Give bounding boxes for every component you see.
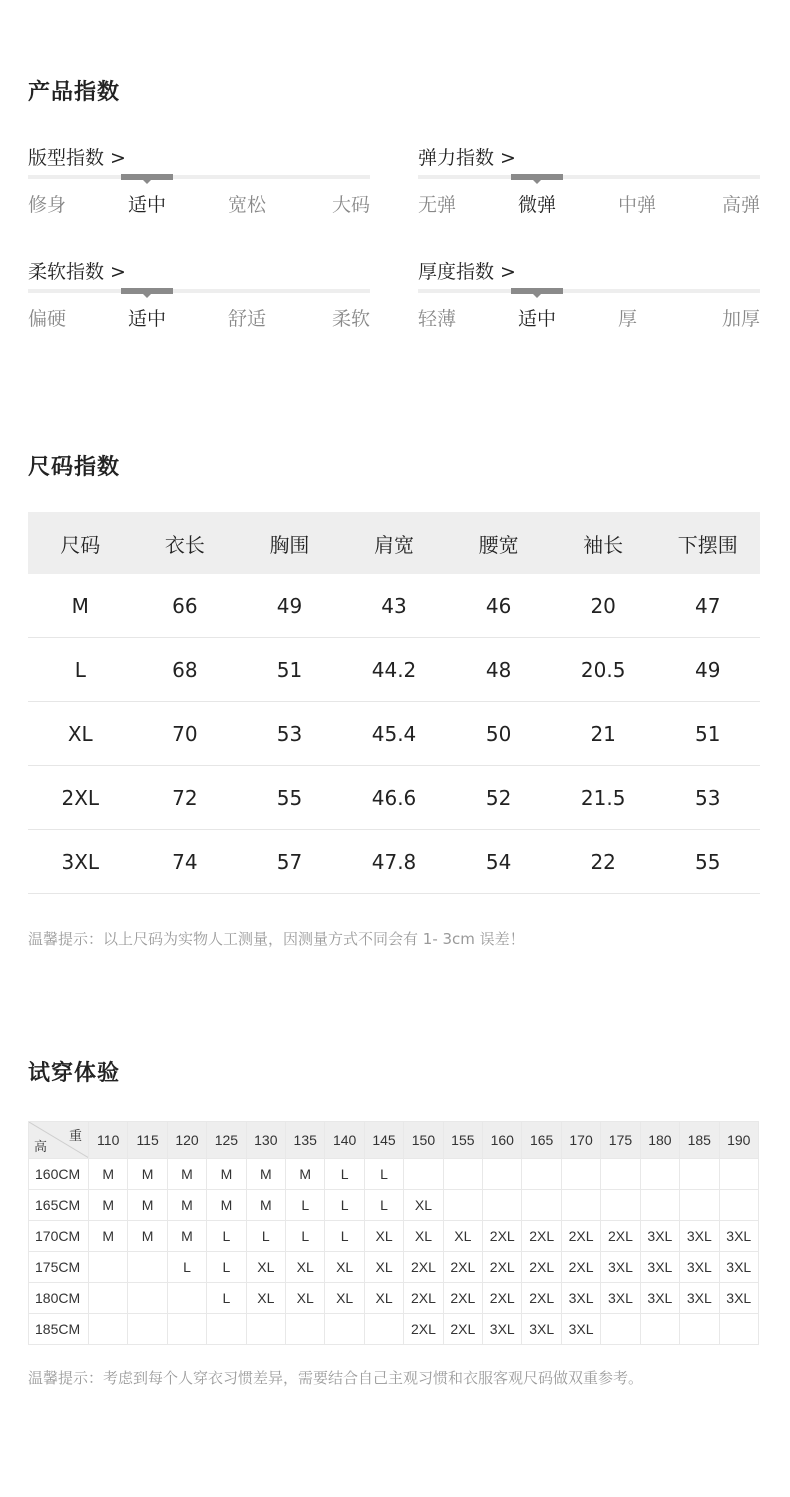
index-option-label: 中弹 xyxy=(618,194,657,216)
size-recommendation-cell: 2XL xyxy=(522,1252,561,1283)
size-recommendation-cell: M xyxy=(128,1190,167,1221)
index-option-label: 适中 xyxy=(128,194,167,216)
weight-header-cell: 190 xyxy=(719,1122,759,1159)
size-recommendation-cell xyxy=(561,1159,600,1190)
index-option-label: 偏硬 xyxy=(28,308,67,330)
weight-header-cell: 155 xyxy=(443,1122,482,1159)
corner-weight-label: 重 xyxy=(68,1128,82,1143)
size-cell: 72 xyxy=(172,785,198,810)
size-cell: 53 xyxy=(276,721,303,746)
size-recommendation-cell xyxy=(483,1190,522,1221)
size-recommendation-cell: M xyxy=(128,1159,167,1190)
size-recommendation-cell xyxy=(483,1159,522,1190)
size-recommendation-cell xyxy=(443,1190,482,1221)
size-cell: 68 xyxy=(172,657,198,682)
index-marker xyxy=(121,174,173,180)
size-recommendation-cell: 2XL xyxy=(443,1283,482,1314)
size-recommendation-cell xyxy=(246,1314,285,1345)
size-recommendation-cell xyxy=(364,1314,403,1345)
size-recommendation-cell: 2XL xyxy=(601,1221,640,1252)
index-scale-title[interactable]: 版型指数 > xyxy=(28,147,126,169)
size-recommendation-cell: 2XL xyxy=(443,1314,482,1345)
size-recommendation-cell xyxy=(601,1190,640,1221)
size-recommendation-cell: M xyxy=(246,1190,285,1221)
table-row xyxy=(28,830,760,894)
table-row xyxy=(29,1314,759,1345)
size-recommendation-cell: XL xyxy=(364,1283,403,1314)
size-recommendation-cell: 3XL xyxy=(601,1252,640,1283)
size-recommendation-cell xyxy=(601,1159,640,1190)
size-recommendation-cell: 3XL xyxy=(561,1283,600,1314)
size-recommendation-cell: 3XL xyxy=(719,1252,759,1283)
size-recommendation-cell: XL xyxy=(404,1221,443,1252)
size-header-cell: 尺码 xyxy=(60,532,101,557)
table-row xyxy=(28,766,760,830)
index-scale xyxy=(28,260,370,330)
size-note: 温馨提示：以上尺码为实物人工测量，因测量方式不同会有 1- 3cm 误差！ xyxy=(28,930,525,948)
size-recommendation-cell xyxy=(286,1314,325,1345)
weight-header-cell: 110 xyxy=(89,1122,128,1159)
size-cell: 66 xyxy=(172,593,198,618)
index-scale xyxy=(28,146,370,216)
weight-header-cell: 135 xyxy=(286,1122,325,1159)
table-row xyxy=(29,1159,759,1190)
size-recommendation-cell: L xyxy=(207,1221,246,1252)
size-recommendation-cell xyxy=(128,1252,167,1283)
size-recommendation-cell: L xyxy=(246,1221,285,1252)
size-recommendation-cell: M xyxy=(167,1190,206,1221)
size-cell: 3XL xyxy=(61,849,100,874)
weight-header-cell: 130 xyxy=(246,1122,285,1159)
size-recommendation-cell xyxy=(89,1252,128,1283)
size-recommendation-cell xyxy=(522,1190,561,1221)
size-recommendation-cell: M xyxy=(89,1221,128,1252)
size-recommendation-cell: XL xyxy=(364,1221,403,1252)
weight-header-cell: 175 xyxy=(601,1122,640,1159)
size-recommendation-cell: 2XL xyxy=(561,1221,600,1252)
size-cell: 48 xyxy=(485,657,512,682)
size-cell: 21.5 xyxy=(580,785,626,810)
index-option-label: 微弹 xyxy=(518,194,557,216)
table-row xyxy=(28,574,760,638)
size-recommendation-cell: 2XL xyxy=(483,1252,522,1283)
height-label-cell: 185CM xyxy=(29,1314,89,1345)
size-recommendation-cell: 2XL xyxy=(561,1252,600,1283)
size-recommendation-cell: 3XL xyxy=(601,1283,640,1314)
size-cell: 46.6 xyxy=(371,785,417,810)
size-recommendation-cell: XL xyxy=(364,1252,403,1283)
size-table xyxy=(28,512,760,894)
size-table-header xyxy=(28,512,760,574)
size-index-title: 尺码指数 xyxy=(28,455,121,480)
size-recommendation-cell: 2XL xyxy=(522,1221,561,1252)
size-recommendation-cell xyxy=(719,1159,759,1190)
size-recommendation-cell: M xyxy=(207,1159,246,1190)
size-cell: XL xyxy=(67,721,93,746)
index-option-label: 大码 xyxy=(331,194,370,216)
size-recommendation-cell: XL xyxy=(246,1283,285,1314)
size-recommendation-cell xyxy=(207,1314,246,1345)
index-option-label: 宽松 xyxy=(228,194,267,216)
size-recommendation-cell: 2XL xyxy=(404,1252,443,1283)
size-recommendation-cell: 2XL xyxy=(483,1283,522,1314)
index-marker xyxy=(511,288,563,294)
size-cell: 55 xyxy=(276,785,303,810)
size-header-cell: 胸围 xyxy=(269,532,310,557)
size-cell: 20.5 xyxy=(580,657,626,682)
size-recommendation-cell: XL xyxy=(404,1190,443,1221)
index-option-label: 修身 xyxy=(28,194,67,216)
product-index-title: 产品指数 xyxy=(28,80,121,105)
size-recommendation-cell: XL xyxy=(443,1221,482,1252)
index-option-label: 舒适 xyxy=(228,308,267,330)
size-header-cell: 腰宽 xyxy=(478,532,519,557)
index-track xyxy=(418,289,760,293)
size-recommendation-cell: XL xyxy=(325,1283,364,1314)
index-option-label: 厚 xyxy=(618,308,638,330)
weight-header-cell: 115 xyxy=(128,1122,167,1159)
index-option-label: 高弹 xyxy=(721,194,760,216)
index-marker xyxy=(121,288,173,294)
size-recommendation-cell: 3XL xyxy=(561,1314,600,1345)
size-recommendation-cell xyxy=(640,1159,679,1190)
weight-header-cell: 160 xyxy=(483,1122,522,1159)
size-cell: 20 xyxy=(590,593,616,618)
height-label-cell: 180CM xyxy=(29,1283,89,1314)
index-scale xyxy=(418,260,760,330)
size-recommendation-cell: L xyxy=(364,1159,403,1190)
index-option-label: 轻薄 xyxy=(418,308,457,330)
size-cell: 53 xyxy=(695,785,721,810)
table-row xyxy=(28,638,760,702)
size-cell: 74 xyxy=(172,849,198,874)
size-recommendation-cell xyxy=(404,1159,443,1190)
size-recommendation-cell: L xyxy=(286,1190,325,1221)
size-cell: 43 xyxy=(381,593,407,618)
index-option-label: 适中 xyxy=(518,308,557,330)
size-recommendation-cell: M xyxy=(167,1221,206,1252)
size-cell: 51 xyxy=(276,657,303,682)
index-track xyxy=(28,289,370,293)
size-cell: 45.4 xyxy=(371,721,417,746)
size-cell: 47 xyxy=(695,593,721,618)
size-recommendation-cell: M xyxy=(167,1159,206,1190)
size-cell: 2XL xyxy=(61,785,100,810)
size-recommendation-cell: 2XL xyxy=(522,1283,561,1314)
weight-header-cell: 170 xyxy=(561,1122,600,1159)
weight-header-cell: 165 xyxy=(522,1122,561,1159)
size-recommendation-cell: XL xyxy=(286,1252,325,1283)
size-recommendation-cell xyxy=(680,1190,719,1221)
size-recommendation-cell: M xyxy=(89,1190,128,1221)
index-track xyxy=(418,175,760,179)
size-recommendation-cell: 3XL xyxy=(522,1314,561,1345)
size-recommendation-cell: L xyxy=(364,1190,403,1221)
size-recommendation-cell: L xyxy=(325,1221,364,1252)
index-option-label: 加厚 xyxy=(721,308,760,330)
weight-header-cell: 180 xyxy=(640,1122,679,1159)
size-cell: 49 xyxy=(695,657,721,682)
index-scale-title[interactable]: 厚度指数 > xyxy=(418,261,516,283)
size-cell: 70 xyxy=(172,721,198,746)
size-recommendation-cell: 2XL xyxy=(483,1221,522,1252)
size-recommendation-cell xyxy=(601,1314,640,1345)
table-row xyxy=(29,1190,759,1221)
weight-header-cell: 145 xyxy=(364,1122,403,1159)
size-header-cell: 袖长 xyxy=(583,532,624,557)
try-on-note: 温馨提示：考虑到每个人穿衣习惯差异，需要结合自己主观习惯和衣服客观尺码做双重参考。 xyxy=(28,1369,644,1387)
height-label-cell: 160CM xyxy=(29,1159,89,1190)
size-recommendation-cell xyxy=(89,1283,128,1314)
size-recommendation-cell: L xyxy=(286,1221,325,1252)
size-recommendation-cell xyxy=(680,1159,719,1190)
size-recommendation-cell: XL xyxy=(246,1252,285,1283)
size-cell: 52 xyxy=(485,785,512,810)
height-label-cell: 175CM xyxy=(29,1252,89,1283)
size-recommendation-cell: L xyxy=(325,1190,364,1221)
size-recommendation-cell: XL xyxy=(325,1252,364,1283)
size-recommendation-cell: L xyxy=(207,1252,246,1283)
size-cell: 47.8 xyxy=(371,849,417,874)
size-recommendation-cell: 2XL xyxy=(443,1252,482,1283)
size-recommendation-cell: L xyxy=(207,1283,246,1314)
size-recommendation-cell: 3XL xyxy=(719,1221,759,1252)
size-recommendation-cell: M xyxy=(89,1159,128,1190)
size-cell: 55 xyxy=(695,849,721,874)
table-row xyxy=(29,1252,759,1283)
size-cell: M xyxy=(71,593,89,618)
size-recommendation-cell xyxy=(561,1190,600,1221)
size-cell: 49 xyxy=(276,593,303,618)
size-header-cell: 下摆围 xyxy=(677,532,738,557)
size-cell: 57 xyxy=(276,849,303,874)
try-on-corner-cell xyxy=(29,1122,89,1159)
size-recommendation-cell xyxy=(719,1190,759,1221)
size-cell: L xyxy=(74,657,86,682)
size-recommendation-cell xyxy=(325,1314,364,1345)
size-recommendation-cell: 2XL xyxy=(404,1314,443,1345)
size-recommendation-cell xyxy=(640,1190,679,1221)
try-on-table xyxy=(28,1121,759,1345)
size-recommendation-cell: 3XL xyxy=(640,1252,679,1283)
weight-header-cell: 140 xyxy=(325,1122,364,1159)
size-recommendation-cell: L xyxy=(325,1159,364,1190)
size-recommendation-cell: 3XL xyxy=(640,1221,679,1252)
size-recommendation-cell xyxy=(680,1314,719,1345)
corner-height-label: 高 xyxy=(34,1139,48,1154)
index-scale-title[interactable]: 柔软指数 > xyxy=(28,261,126,283)
size-recommendation-cell: XL xyxy=(286,1283,325,1314)
size-recommendation-cell: 3XL xyxy=(483,1314,522,1345)
size-recommendation-cell: M xyxy=(128,1221,167,1252)
size-recommendation-cell: L xyxy=(167,1252,206,1283)
size-recommendation-cell: 3XL xyxy=(680,1283,719,1314)
index-scale-title[interactable]: 弹力指数 > xyxy=(418,147,516,169)
size-recommendation-cell: 3XL xyxy=(680,1252,719,1283)
weight-header-cell: 150 xyxy=(404,1122,443,1159)
weight-header-cell: 125 xyxy=(207,1122,246,1159)
size-recommendation-cell xyxy=(167,1283,206,1314)
size-recommendation-cell xyxy=(719,1314,759,1345)
index-marker xyxy=(511,174,563,180)
size-cell: 22 xyxy=(590,849,616,874)
size-recommendation-cell: 3XL xyxy=(719,1283,759,1314)
size-header-cell: 衣长 xyxy=(164,532,205,557)
size-recommendation-cell: M xyxy=(246,1159,285,1190)
table-row xyxy=(28,702,760,766)
size-recommendation-cell xyxy=(522,1159,561,1190)
table-row xyxy=(29,1221,759,1252)
size-header-cell: 肩宽 xyxy=(374,532,415,557)
size-recommendation-cell: M xyxy=(207,1190,246,1221)
index-option-label: 适中 xyxy=(128,308,167,330)
weight-header-cell: 185 xyxy=(680,1122,719,1159)
height-label-cell: 165CM xyxy=(29,1190,89,1221)
size-recommendation-cell xyxy=(167,1314,206,1345)
table-row xyxy=(29,1283,759,1314)
size-cell: 54 xyxy=(485,849,512,874)
try-on-title: 试穿体验 xyxy=(28,1061,121,1086)
size-cell: 51 xyxy=(695,721,721,746)
size-recommendation-cell: 3XL xyxy=(640,1283,679,1314)
size-recommendation-cell: 3XL xyxy=(680,1221,719,1252)
weight-header-cell: 120 xyxy=(167,1122,206,1159)
index-track xyxy=(28,175,370,179)
index-scale xyxy=(418,146,760,216)
size-recommendation-cell xyxy=(640,1314,679,1345)
size-recommendation-cell xyxy=(128,1283,167,1314)
size-recommendation-cell xyxy=(443,1159,482,1190)
size-cell: 44.2 xyxy=(371,657,417,682)
size-recommendation-cell xyxy=(89,1314,128,1345)
size-recommendation-cell: M xyxy=(286,1159,325,1190)
size-recommendation-cell: 2XL xyxy=(404,1283,443,1314)
size-cell: 21 xyxy=(590,721,616,746)
index-option-label: 柔软 xyxy=(331,308,370,330)
height-label-cell: 170CM xyxy=(29,1221,89,1252)
size-recommendation-cell xyxy=(128,1314,167,1345)
size-cell: 50 xyxy=(485,721,512,746)
index-option-label: 无弹 xyxy=(418,194,457,216)
size-cell: 46 xyxy=(485,593,512,618)
